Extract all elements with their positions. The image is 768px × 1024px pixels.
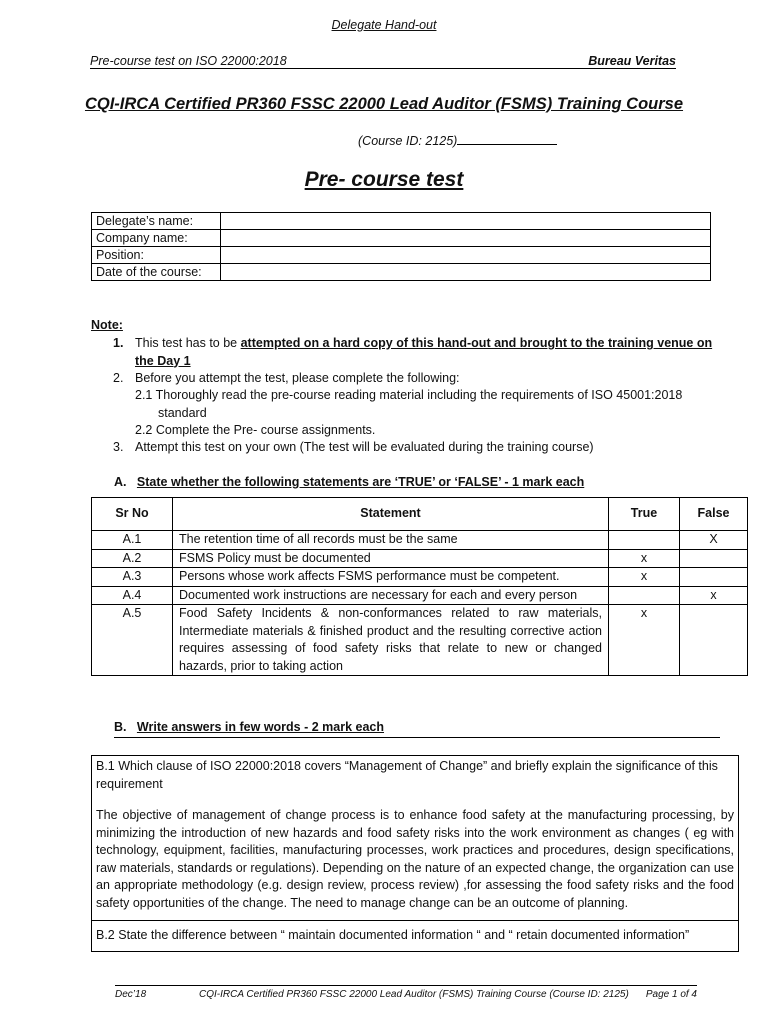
section-title: State whether the following statements are ‘TRUE’ or ‘FALSE’ - 1 mark each [136, 475, 585, 489]
section-title: Write answers in few words - 2 mark each [136, 720, 385, 734]
column-header-false: False [680, 498, 748, 531]
sr-cell: A.4 [92, 586, 173, 605]
statement-cell: FSMS Policy must be documented [173, 549, 609, 568]
document-header [90, 54, 676, 69]
course-title: CQI-IRCA Certified PR360 FSSC 22000 Lead Auditor (FSMS) Training Course [84, 95, 684, 113]
sr-cell: A.3 [92, 568, 173, 587]
true-false-table [91, 497, 748, 676]
column-header-true: True [609, 498, 680, 531]
test-heading: Pre- course test [304, 168, 464, 191]
table-row [92, 605, 748, 676]
note-item-emphasis: the Day 1 [135, 353, 191, 368]
note-item-number: 2. [113, 371, 124, 385]
delegate-details-table [91, 212, 711, 281]
note-item-number: 3. [113, 440, 124, 454]
header-organization: Bureau Veritas [588, 54, 676, 68]
table-row [92, 264, 711, 281]
handout-label: Delegate Hand-out [331, 18, 437, 32]
note-item-1 [113, 335, 715, 370]
position-field[interactable] [221, 247, 711, 264]
note-item-text: Attempt this test on your own (The test will be evaluated during the training course) [135, 440, 594, 454]
header-test-title: Pre-course test on ISO 22000:2018 [90, 54, 287, 68]
note-subitem-2-2: 2.2 Complete the Pre- course assignments. [135, 423, 376, 437]
table-row [92, 586, 748, 605]
course-id-underline [457, 134, 557, 145]
note-item-text: Before you attempt the test, please complete the following: [135, 371, 460, 385]
table-header-row [92, 498, 748, 531]
answer-b1[interactable]: The objective of management of change process is to enhance food safety at the manufacturing processing, by minimizing the introduction of new hazards and food safety risks into the work environment as changes ( eg with technology, equipment, facilities, manufacturing processes, work practices and procedures, design specifications, raw materials, standards or regulations). Depending on the nature of an expected change, the organization can use an appropriate methodology (e.g. design review, process review) ,for assessing the food safety risks and the food safety opportunities of the change. The need to manage change can be an outcome of planning. [96, 808, 734, 910]
note-subitem-2-1-cont: standard [158, 406, 207, 420]
section-b-heading [114, 720, 720, 738]
sr-cell: A.2 [92, 549, 173, 568]
footer-course: CQI-IRCA Certified PR360 FSSC 22000 Lead Auditor (FSMS) Training Course (Course ID: 2125) [199, 989, 629, 1000]
table-row [92, 568, 748, 587]
section-letter: A. [114, 475, 127, 489]
field-label: Date of the course: [92, 264, 221, 281]
true-cell[interactable]: x [609, 549, 680, 568]
course-id [358, 134, 557, 148]
table-row [92, 531, 748, 550]
field-label: Position: [92, 247, 221, 264]
section-b-answer-box [91, 755, 739, 952]
footer-page-number: Page 1 of 4 [645, 989, 697, 1000]
true-cell[interactable] [609, 586, 680, 605]
statement-cell: Documented work instructions are necessary for each and every person [173, 586, 609, 605]
course-date-field[interactable] [221, 264, 711, 281]
table-row [92, 247, 711, 264]
table-row [92, 549, 748, 568]
note-heading: Note: [91, 318, 123, 332]
column-header-sr: Sr No [92, 498, 173, 531]
false-cell[interactable] [680, 549, 748, 568]
question-b2-block [92, 921, 738, 951]
note-item-2 [113, 370, 460, 388]
note-item-text: This test has to be [135, 336, 241, 350]
statement-cell: The retention time of all records must be the same [173, 531, 609, 550]
statement-cell: Food Safety Incidents & non-conformances related to raw materials, Intermediate materials & finished product and the resulting corrective action requires assessing of food safety risks that relate to new or changed hazards, prior to taking action [173, 605, 609, 676]
question-b2: B.2 State the difference between “ maintain documented information “ and “ retain documented information” [96, 928, 690, 942]
true-cell[interactable]: x [609, 568, 680, 587]
section-letter: B. [114, 720, 127, 734]
note-item-number: 1. [113, 336, 124, 350]
course-id-text: (Course ID: 2125) [358, 134, 458, 148]
note-item-3 [113, 439, 594, 457]
field-label: Company name: [92, 230, 221, 247]
question-b1-block [92, 756, 738, 921]
true-cell[interactable]: x [609, 605, 680, 676]
footer-date: Dec’18 [115, 989, 147, 1000]
true-cell[interactable] [609, 531, 680, 550]
false-cell[interactable]: x [680, 586, 748, 605]
page-footer [115, 985, 697, 1000]
company-name-field[interactable] [221, 230, 711, 247]
sr-cell: A.5 [92, 605, 173, 676]
column-header-statement: Statement [173, 498, 609, 531]
false-cell[interactable]: X [680, 531, 748, 550]
table-row [92, 230, 711, 247]
note-subitem-2-1: 2.1 Thoroughly read the pre-course reading material including the requirements of ISO 45001:2018 [135, 388, 683, 402]
table-row [92, 213, 711, 230]
false-cell[interactable] [680, 568, 748, 587]
section-a-heading [114, 475, 584, 489]
sr-cell: A.1 [92, 531, 173, 550]
false-cell[interactable] [680, 605, 748, 676]
note-item-emphasis: attempted on a hard copy of this hand-out and brought to the training venue on [240, 336, 713, 350]
delegate-name-field[interactable] [221, 213, 711, 230]
question-b1: B.1 Which clause of ISO 22000:2018 covers “Management of Change” and briefly explain the significance of this requirement [96, 759, 718, 791]
statement-cell: Persons whose work affects FSMS performance must be competent. [173, 568, 609, 587]
field-label: Delegate’s name: [92, 213, 221, 230]
